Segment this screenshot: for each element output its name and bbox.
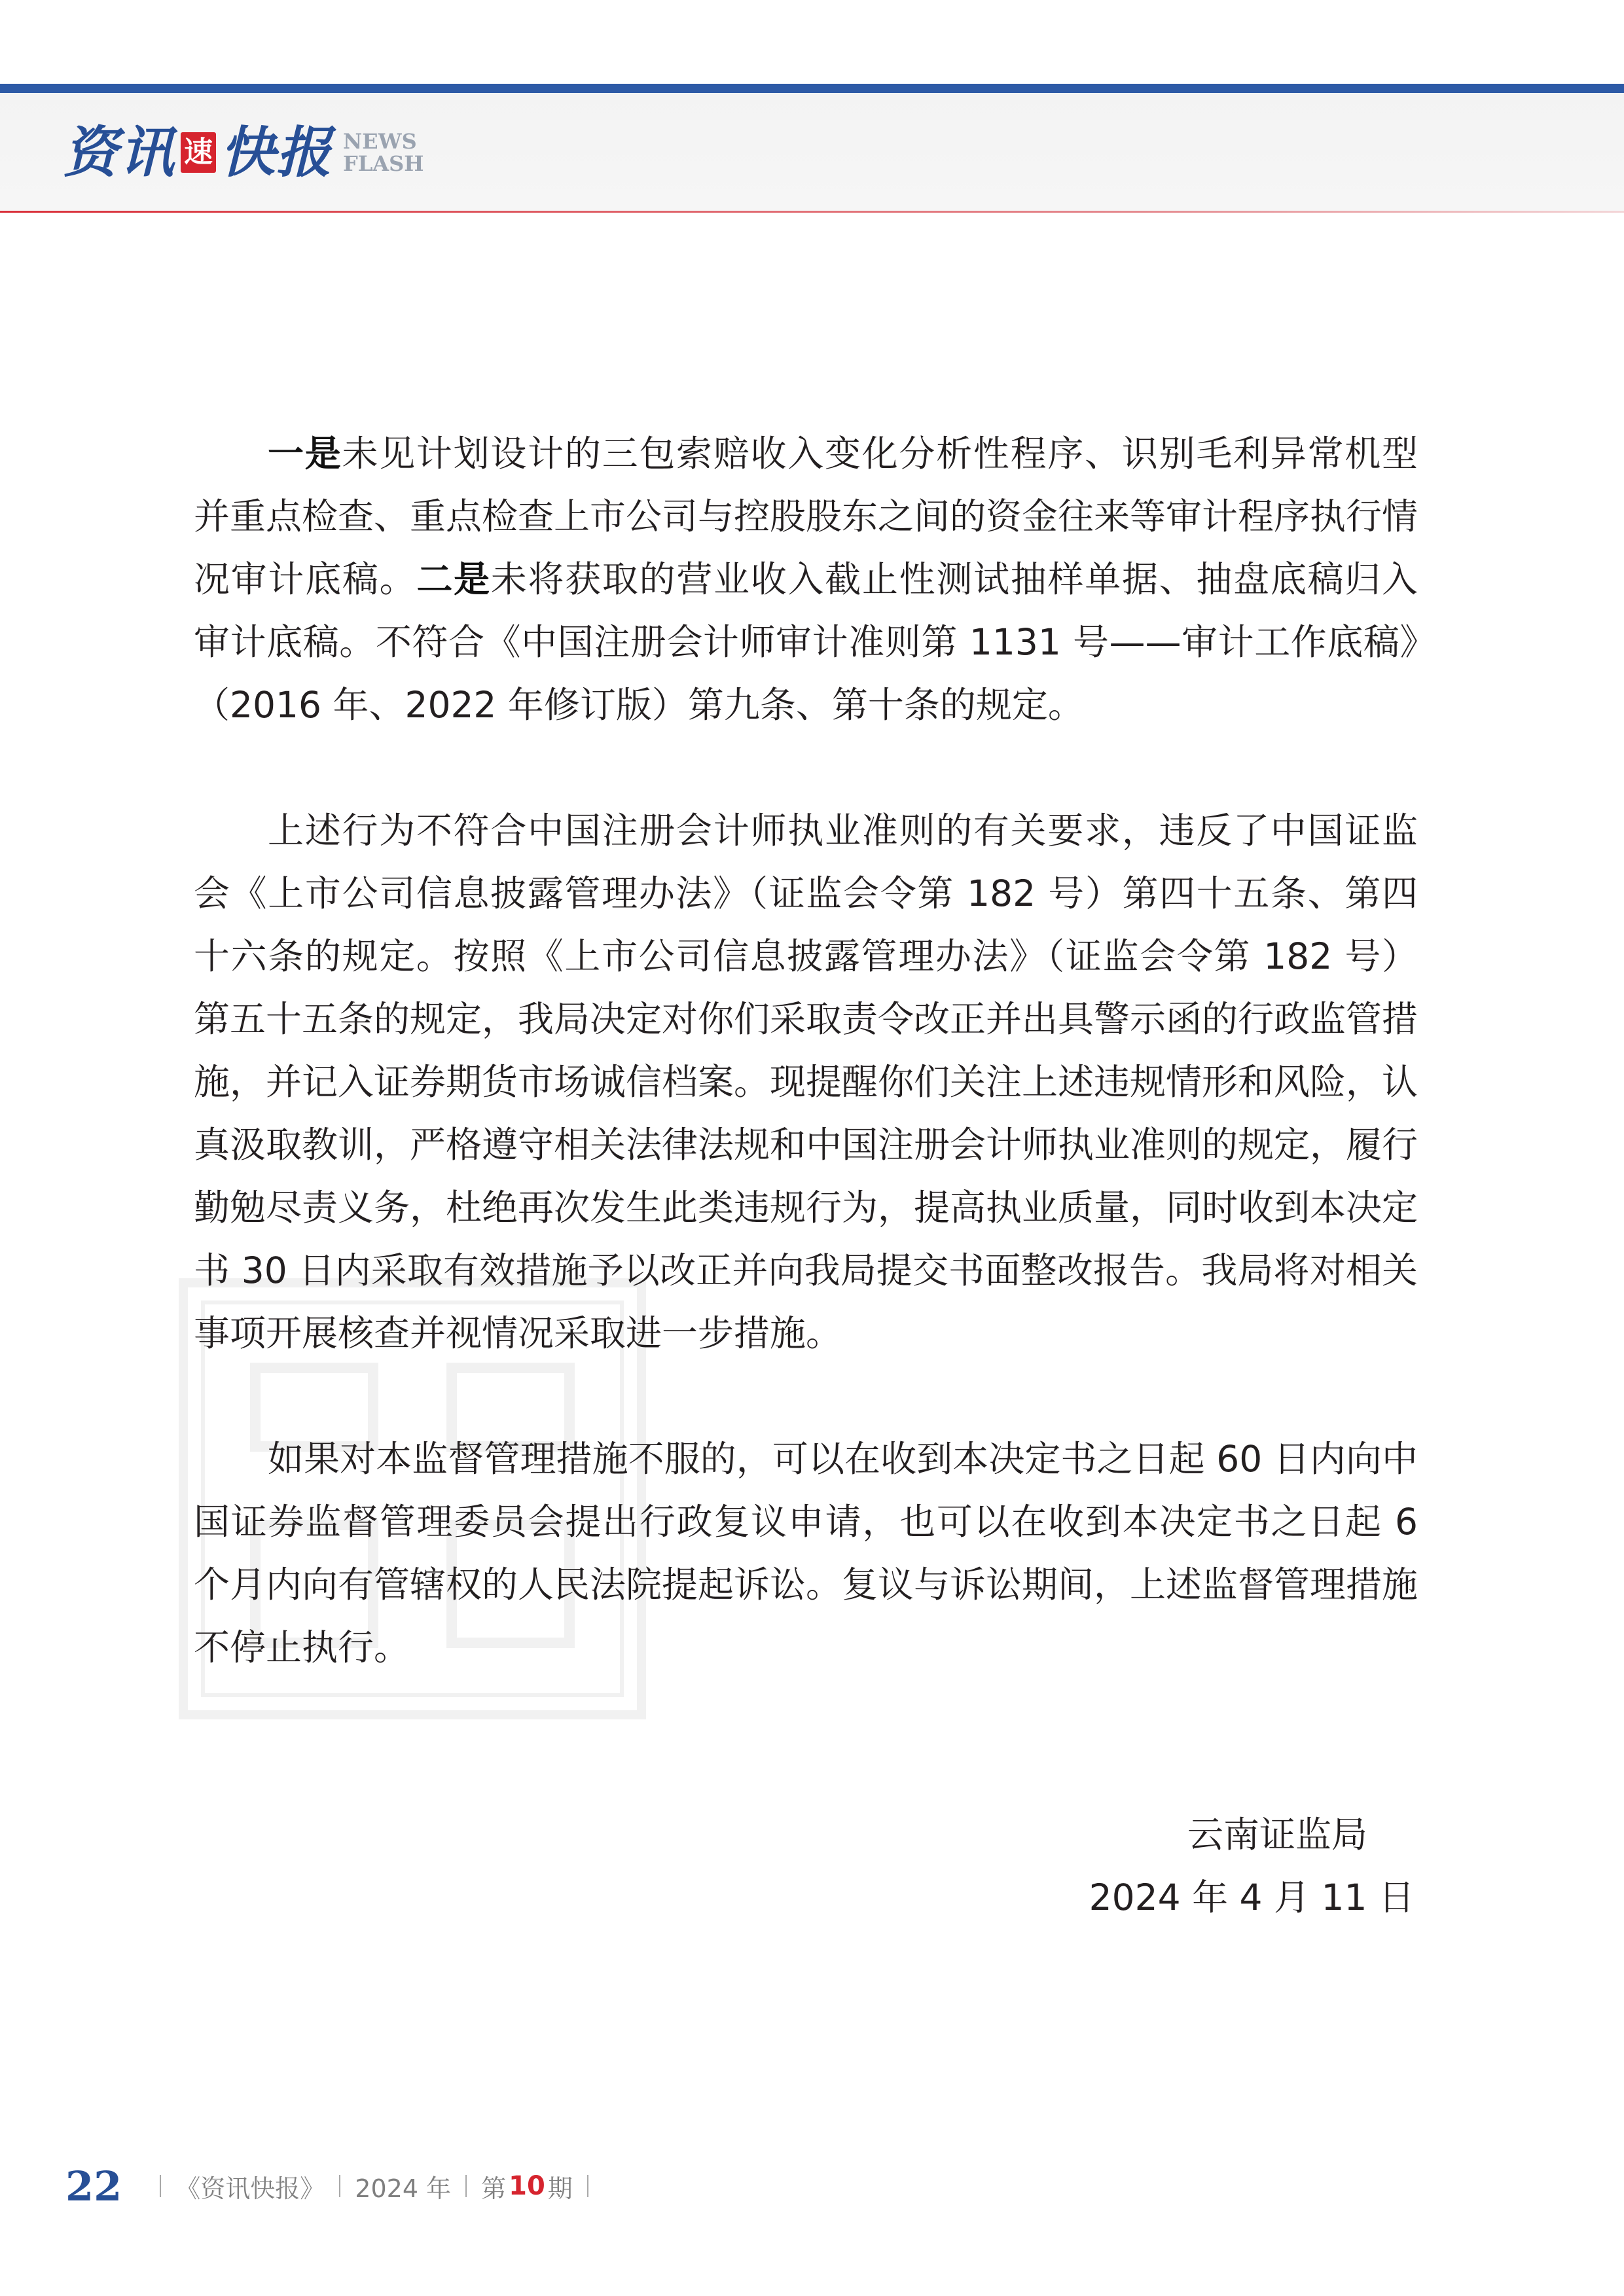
footer-issue-number: 10: [509, 2171, 545, 2201]
issuing-organization: 云南证监局: [1187, 1814, 1367, 1856]
document-body: [194, 422, 1418, 1679]
footer-separator: [465, 2175, 467, 2197]
finding-2-lead: 二是: [416, 558, 491, 600]
header-top-bar: [0, 84, 1624, 93]
masthead-en-line2: FLASH: [343, 151, 424, 176]
page-footer: [65, 2160, 603, 2212]
footer-separator: [587, 2175, 588, 2197]
footer-separator: [160, 2175, 161, 2197]
masthead-logo: [63, 117, 424, 188]
footer-issue-prefix: 第: [481, 2174, 507, 2203]
issue-date: 2024 年 4 月 11 日: [1089, 1876, 1415, 1918]
paragraph-findings: [194, 422, 1418, 736]
masthead-en-line1: NEWS: [343, 129, 417, 154]
masthead-title-part2: 快报: [220, 120, 333, 185]
footer-issue-suffix: 期: [547, 2174, 573, 2203]
finding-2-text: 未将获取的营业收入截止性测试抽样单据、抽盘底稿归入审计底稿。不符合《中国注册会计师审计准则第 1131 号——审计工作底稿》（2016 年、2022 年修订版）第九条、第十条的规定。: [194, 558, 1418, 726]
masthead-seal-icon: 速: [181, 132, 216, 173]
footer-year: 2024 年: [355, 2174, 452, 2203]
page-number: 22: [65, 2162, 122, 2210]
page-top-margin: [0, 0, 1624, 84]
paragraph-appeal-rights: 如果对本监督管理措施不服的，可以在收到本决定书之日起 60 日内向中国证券监督管理委员会提出行政复议申请，也可以在收到本决定书之日起 6 个月内向有管辖权的人民法院提起诉讼。复议与诉讼期间，上述监督管理措施不停止执行。: [194, 1438, 1418, 1668]
masthead-title-part1: 资讯: [63, 120, 176, 185]
finding-1-lead: 一是: [268, 433, 342, 475]
footer-separator: [339, 2175, 340, 2197]
paragraph-decision: 上述行为不符合中国注册会计师执业准则的有关要求，违反了中国证监会《上市公司信息披露管理办法》（证监会令第 182 号）第四十五条、第四十六条的规定。按照《上市公司信息披露管理办法》（证监会令第 182 号）第五十五条的规定，我局决定对你们采取责令改正并出具警示函的行政监管措施，并记入证券期货市场诚信档案。现提醒你们关注上述违规情形和风险，认真汲取教训，严格遵守相关法律法规和中国注册会计师执业准则的规定，履行勤勉尽责义务，杜绝再次发生此类违规行为，提高执业质量，同时收到本决定书 30 日内采取有效措施予以改正并向我局提交书面整改报告。我局将对相关事项开展核查并视情况采取进一步措施。: [194, 810, 1418, 1354]
finding-1-text: 未见计划设计的三包索赔收入变化分析性程序、识别毛利异常机型并重点检查、重点检查上市公司与控股股东之间的资金往来等审计程序执行情况审计底稿。: [194, 433, 1418, 600]
footer-publication: 《资讯快报》: [175, 2174, 325, 2203]
masthead-english-title: [343, 130, 424, 175]
header-divider: [0, 211, 1624, 213]
signature-block: [1089, 1803, 1415, 1929]
